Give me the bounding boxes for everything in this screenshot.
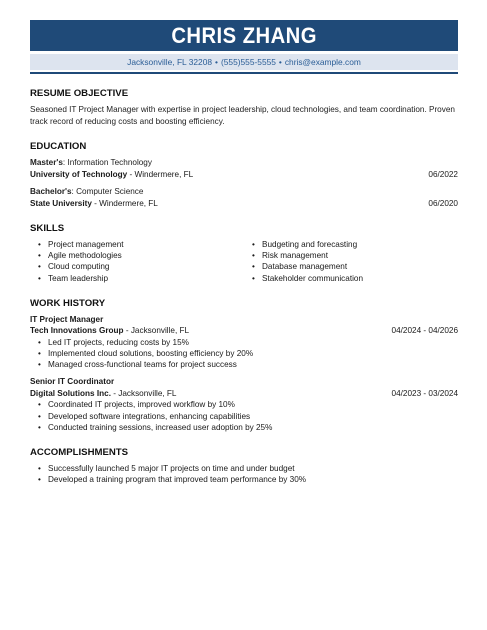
job-bullet: • Managed cross-functional teams for project success bbox=[48, 359, 458, 370]
job-location: - Jacksonville, FL bbox=[123, 326, 190, 336]
skills-column-left bbox=[30, 239, 244, 284]
job-title: Senior IT Coordinator bbox=[30, 377, 115, 387]
contact-phone[interactable]: (555)555-5555 bbox=[220, 57, 276, 67]
education-degree: Master's bbox=[30, 158, 63, 167]
work-history-list bbox=[30, 314, 458, 433]
education-entry bbox=[30, 157, 458, 180]
job-entry bbox=[30, 376, 458, 433]
job-bullet: • Implemented cloud solutions, boosting efficiency by 20% bbox=[48, 348, 458, 359]
contact-email[interactable]: chris@example.com bbox=[284, 57, 361, 67]
skill-item: • Stakeholder communication bbox=[262, 273, 458, 284]
section-title-skills: SKILLS bbox=[30, 223, 65, 234]
job-entry bbox=[30, 314, 458, 371]
job-bullets bbox=[30, 337, 458, 371]
job-company-row bbox=[30, 388, 458, 400]
accomplishment-item: • Successfully launched 5 major IT projects on time and under budget bbox=[48, 463, 458, 474]
job-company-row bbox=[30, 325, 458, 337]
job-dates: 04/2024 - 04/2026 bbox=[391, 326, 458, 336]
job-bullets bbox=[30, 399, 458, 433]
education-date: 06/2020 bbox=[428, 198, 458, 208]
job-bullet: • Developed software integrations, enhancing capabilities bbox=[48, 411, 458, 422]
job-company: Digital Solutions Inc. bbox=[30, 388, 111, 398]
education-date: 06/2022 bbox=[428, 169, 458, 179]
job-bullet: • Coordinated IT projects, improved workflow by 10% bbox=[48, 399, 458, 410]
job-title: IT Project Manager bbox=[30, 314, 104, 324]
skill-item: • Team leadership bbox=[48, 273, 244, 284]
job-company-line bbox=[30, 388, 177, 400]
education-school-line bbox=[30, 198, 158, 210]
skill-item: • Risk management bbox=[262, 250, 458, 261]
skill-item: • Agile methodologies bbox=[48, 250, 244, 261]
education-school-row bbox=[30, 198, 458, 210]
education-school-line bbox=[30, 169, 193, 181]
job-bullet: • Conducted training sessions, increased user adoption by 25% bbox=[48, 422, 458, 433]
education-list bbox=[30, 157, 458, 209]
skills-column-right bbox=[244, 239, 458, 284]
education-field: : Computer Science bbox=[71, 187, 144, 196]
job-dates: 04/2023 - 03/2024 bbox=[391, 388, 458, 398]
section-title-education: EDUCATION bbox=[30, 141, 87, 152]
job-bullet: • Led IT projects, reducing costs by 15% bbox=[48, 337, 458, 348]
contact-separator: • bbox=[278, 57, 282, 67]
education-location: - Windermere, FL bbox=[91, 198, 158, 208]
skills-list bbox=[30, 239, 458, 284]
skill-item: • Project management bbox=[48, 239, 244, 250]
education-degree: Bachelor's bbox=[30, 187, 72, 196]
job-location: - Jacksonville, FL bbox=[110, 388, 177, 398]
education-school-row bbox=[30, 169, 458, 181]
education-school: University of Technology bbox=[30, 169, 128, 179]
objective-text: Seasoned IT Project Manager with expertise in project leadership, cloud technologies, and team coordination. Proven track record of reducing costs and boosting efficiency. bbox=[30, 105, 455, 126]
skill-item: • Cloud computing bbox=[48, 261, 244, 272]
skill-item: • Budgeting and forecasting bbox=[262, 239, 458, 250]
job-company-line bbox=[30, 325, 189, 337]
candidate-name: CHRIS ZHANG bbox=[171, 22, 317, 48]
section-title-objective: RESUME OBJECTIVE bbox=[30, 88, 129, 99]
contact-bar bbox=[30, 54, 458, 70]
header-divider bbox=[30, 72, 458, 74]
job-company: Tech Innovations Group bbox=[30, 326, 124, 336]
education-degree-line bbox=[30, 157, 458, 169]
accomplishments-list bbox=[30, 463, 458, 485]
skill-item: • Database management bbox=[262, 261, 458, 272]
contact-location: Jacksonville, FL 32208 bbox=[127, 57, 213, 67]
name-header bbox=[30, 20, 458, 51]
resume-page bbox=[30, 20, 458, 485]
education-location: - Windermere, FL bbox=[127, 169, 194, 179]
education-school: State University bbox=[30, 198, 92, 208]
education-field: : Information Technology bbox=[62, 158, 152, 167]
education-degree-line bbox=[30, 186, 458, 198]
section-title-work-history: WORK HISTORY bbox=[30, 297, 106, 309]
section-title-accomplishments: ACCOMPLISHMENTS bbox=[30, 447, 129, 459]
contact-separator: • bbox=[215, 57, 218, 67]
accomplishment-item: • Developed a training program that improved team performance by 30% bbox=[48, 474, 458, 485]
education-entry bbox=[30, 186, 458, 209]
